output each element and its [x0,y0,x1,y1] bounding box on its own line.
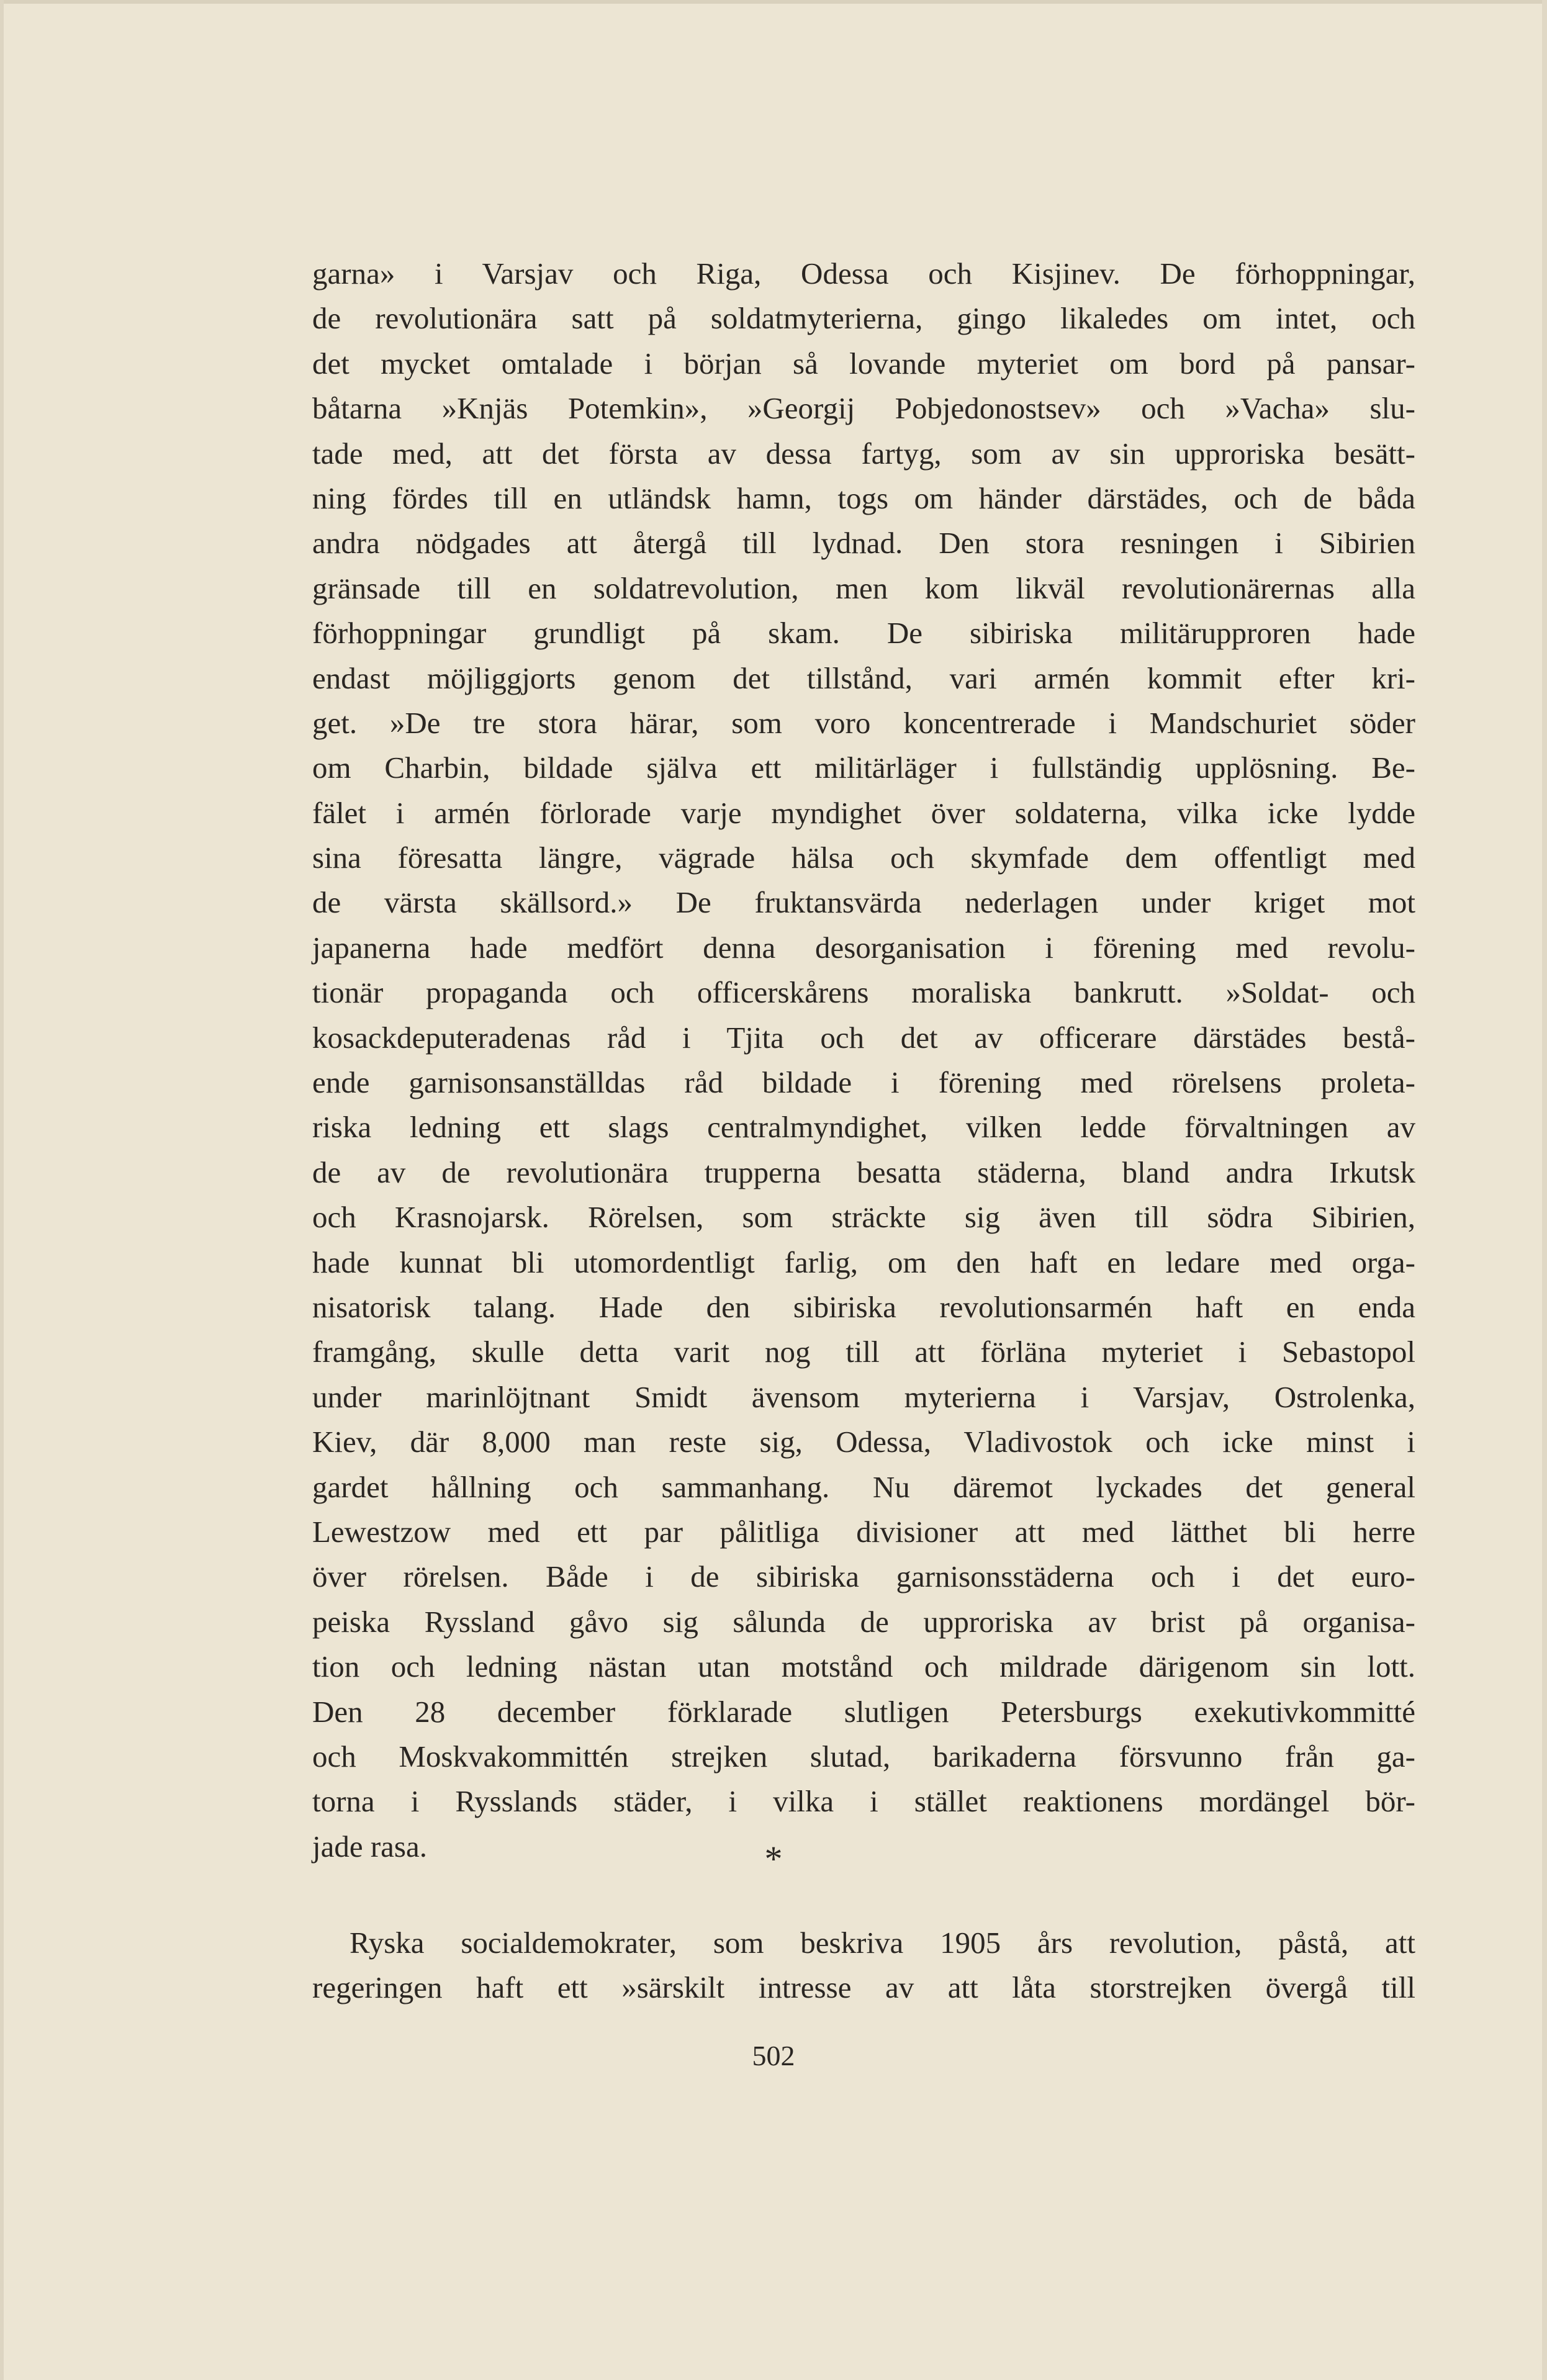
text-line: Lewestzow med ett par pålitliga divisioner att med lätthet bli herre [312,1514,1415,1549]
text-line: peiska Ryssland gåvo sig sålunda de upproriska av brist på organisa- [312,1604,1415,1639]
text-line: tion och ledning nästan utan motstånd och mildrade därigenom sin lott. [312,1649,1415,1684]
text-line: över rörelsen. Både i de sibiriska garnisonsstäderna och i det euro- [312,1559,1415,1594]
page-edge-right [1542,0,1547,2380]
text-line: Den 28 december förklarade slutligen Petersburgs exekutivkommitté [312,1694,1415,1729]
text-line: tionär propaganda och officerskårens moraliska bankrutt. »Soldat- och [312,975,1415,1010]
text-line: gränsade till en soldatrevolution, men kom likväl revolutionärernas alla [312,570,1415,605]
section-separator: * [764,1839,783,1879]
page-edge [0,0,1547,4]
main-paragraph [312,251,1415,1869]
text-line: get. »De tre stora härar, som voro koncentrerade i Mandschuriet söder [312,705,1415,740]
text-line: under marinlöjtnant Smidt ävensom myterierna i Varsjav, Ostrolenka, [312,1379,1415,1414]
text-line: jade rasa. [312,1829,427,1864]
text-line: tade med, att det första av dessa fartyg, som av sin upproriska besätt- [312,436,1415,471]
text-line: om Charbin, bildade själva ett militärläger i fullständig upplösning. Be- [312,751,1415,785]
text-line: framgång, skulle detta varit nog till att förläna myteriet i Sebastopol [312,1335,1415,1369]
text-line: de revolutionära satt på soldatmyterierna, gingo likaledes om intet, och [312,301,1415,336]
text-line: endast möjliggjorts genom det tillstånd, vari armén kommit efter kri- [312,660,1415,695]
text-line: gardet hållning och sammanhang. Nu däremot lyckades det general [312,1469,1415,1504]
text-line: de av de revolutionära trupperna besatta städerna, bland andra Irkutsk [312,1155,1415,1189]
text-line: och Krasnojarsk. Rörelsen, som sträckte sig även till södra Sibirien, [312,1200,1415,1235]
text-line: garna» i Varsjav och Riga, Odessa och Kisjinev. De förhoppningar, [312,256,1415,291]
text-line: och Moskvakommittén strejken slutad, barikaderna försvunno från ga- [312,1739,1415,1774]
text-line: ning fördes till en utländsk hamn, togs om händer därstädes, och de båda [312,480,1415,515]
text-line: kosackdeputeradenas råd i Tjita och det av officerare därstädes bestå- [312,1020,1415,1055]
text-line: Kiev, där 8,000 man reste sig, Odessa, Vladivostok och icke minst i [312,1425,1415,1459]
text-line: torna i Rysslands städer, i vilka i stället reaktionens mordängel bör- [312,1784,1415,1819]
text-line: båtarna »Knjäs Potemkin», »Georgij Pobjedonostsev» och »Vacha» slu- [312,391,1415,426]
text-line: riska ledning ett slags centralmyndighet, vilken ledde förvaltningen av [312,1110,1415,1145]
text-line: sina föresatta längre, vägrade hälsa och skymfade dem offentligt med [312,841,1415,875]
second-paragraph [312,1921,1415,2011]
text-line: ende garnisonsanställdas råd bildade i förening med rörelsens proleta- [312,1065,1415,1100]
text-line: japanerna hade medfört denna desorganisation i förening med revolu- [312,930,1415,965]
text-line: fälet i armén förlorade varje myndighet över soldaterna, vilka icke lydde [312,795,1415,830]
text-line: de värsta skällsord.» De fruktansvärda nederlagen under kriget mot [312,885,1415,920]
text-line: andra nödgades att återgå till lydnad. Den stora resningen i Sibirien [312,526,1415,561]
text-line: regeringen haft ett »särskilt intresse av att låta storstrejken övergå till [312,1970,1415,2005]
text-line: det mycket omtalade i början så lovande myteriet om bord på pansar- [312,346,1415,381]
text-line: Ryska socialdemokrater, som beskriva 1905 års revolution, påstå, att [350,1926,1415,1960]
text-line: förhoppningar grundligt på skam. De sibiriska militärupproren hade [312,616,1415,651]
text-line: hade kunnat bli utomordentligt farlig, om den haft en ledare med orga- [312,1245,1415,1279]
page-edge-left [0,0,4,2380]
text-line: nisatorisk talang. Hade den sibiriska revolutionsarmén haft en enda [312,1289,1415,1324]
page-number: 502 [752,2040,795,2071]
